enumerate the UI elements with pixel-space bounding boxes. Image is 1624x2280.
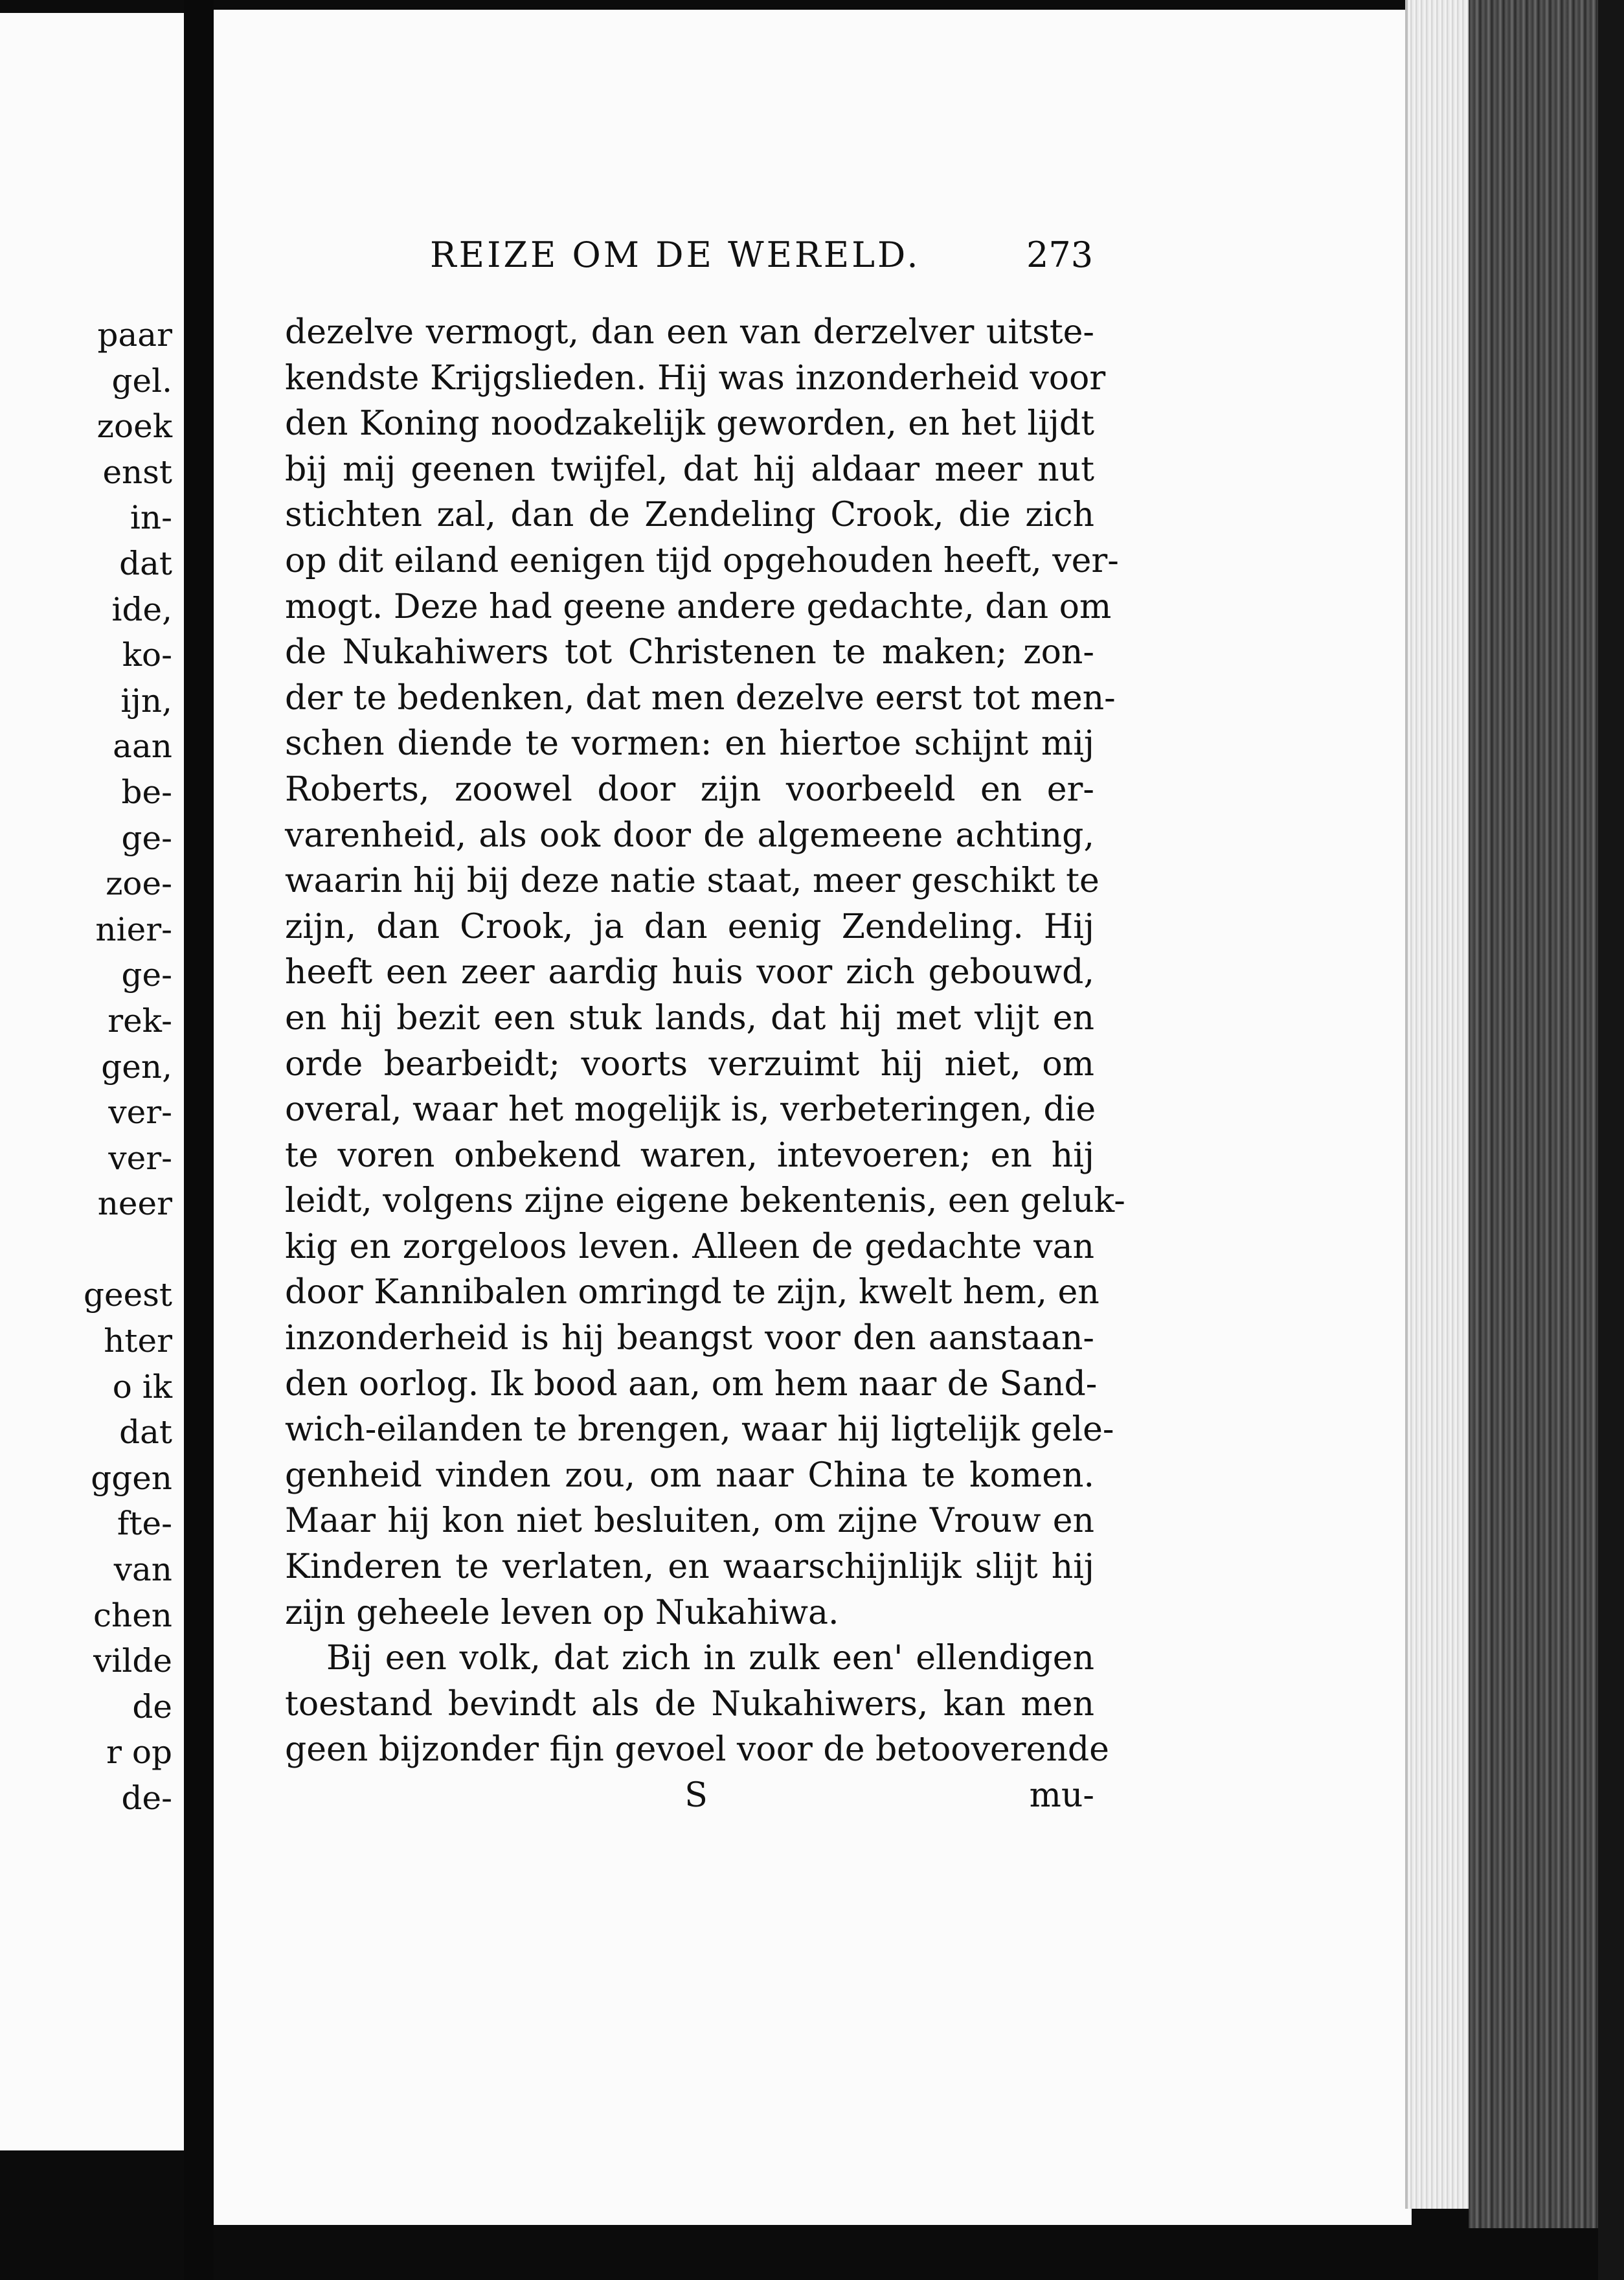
left-page-text [84, 312, 172, 1821]
text-line: zijn geheele leven op Nukahiwa. [285, 1593, 839, 1632]
text-line: en hij bezit een stuk lands, dat hij met vlijt en [285, 998, 1094, 1038]
left-page-line: geest [84, 1276, 172, 1314]
scan-border [1598, 0, 1624, 2280]
left-page-line: chen [93, 1596, 172, 1634]
text-line: bij mij geenen twijfel, dat hij aldaar meer nut [285, 450, 1094, 489]
text-line: dezelve vermogt, dan een van derzelver uitste- [285, 313, 1094, 352]
left-page-line: vilde [93, 1642, 172, 1680]
left-page-line: ver- [108, 1093, 172, 1132]
page-footer [285, 1776, 1094, 1821]
left-page-fragment [0, 13, 184, 2150]
text-line: Roberts, zoowel door zijn voorbeeld en er- [285, 770, 1094, 809]
left-page-line: in- [130, 499, 172, 537]
text-line: Kinderen te verlaten, en waarschijnlijk slijt hij [285, 1547, 1094, 1587]
text-line: stichten zal, dan de Zendeling Crook, die zich [285, 496, 1094, 535]
left-page-line: ko- [122, 636, 172, 674]
text-line: geen bijzonder fijn gevoel voor de betooverende [285, 1730, 1109, 1770]
left-page-line: rek- [107, 1001, 172, 1040]
left-page-line: de [132, 1687, 172, 1726]
text-line: overal, waar het mogelijk is, verbeteringen, die [285, 1090, 1096, 1130]
text-line: Maar hij kon niet besluiten, om zijne Vrouw en [285, 1501, 1094, 1541]
page-edges [1405, 0, 1472, 2209]
left-page-line: gen, [101, 1047, 172, 1086]
text-line: genheid vinden zou, om naar China te komen. [285, 1455, 1094, 1495]
left-page-line: zoe- [106, 865, 172, 903]
left-page-line: ver- [108, 1139, 172, 1177]
text-line: varenheid, als ook door de algemeene achting, [285, 815, 1094, 855]
text-line: den oorlog. Ik bood aan, om hem naar de Sand- [285, 1364, 1098, 1404]
text-line: de Nukahiwers tot Christenen te maken; zon- [285, 633, 1094, 672]
text-line: den Koning noodzakelijk geworden, en het lijdt [285, 404, 1094, 444]
left-page-line: van [113, 1551, 172, 1589]
page-number: 273 [1026, 234, 1094, 275]
left-page-line: zoek [96, 407, 172, 446]
left-page-line: de- [121, 1779, 172, 1817]
left-page-line: be- [121, 773, 172, 811]
text-line: mogt. Deze had geene andere gedachte, dan om [285, 587, 1112, 626]
left-page-line: ge- [121, 956, 172, 994]
text-line: orde bearbeidt; voorts verzuimt hij niet, om [285, 1044, 1094, 1084]
left-page-line: hter [104, 1322, 172, 1360]
left-page-line: ijn, [120, 681, 172, 720]
left-page-line: o ik [112, 1367, 172, 1406]
text-line: leidt, volgens zijne eigene bekentenis, een geluk- [285, 1181, 1125, 1221]
text-line: zijn, dan Crook, ja dan eenig Zendeling. Hij [285, 907, 1094, 946]
left-page-line: fte- [117, 1505, 172, 1543]
left-page-line: ggen [91, 1459, 172, 1497]
left-page-line: dat [119, 544, 172, 582]
left-page-line: dat [119, 1413, 172, 1452]
left-page-line: nier- [95, 910, 172, 948]
text-line: toestand bevindt als de Nukahiwers, kan men [285, 1684, 1094, 1724]
text-line: op dit eiland eenigen tijd opgehouden heeft, ver- [285, 541, 1119, 580]
text-line: wich-eilanden te brengen, waar hij ligtelijk gele- [285, 1410, 1114, 1450]
catchword: mu- [1029, 1776, 1094, 1815]
left-page-line: ge- [121, 819, 172, 857]
book-gutter [184, 0, 214, 2280]
signature-mark: S [684, 1776, 708, 1815]
left-page-line: enst [102, 453, 172, 491]
text-line: der te bedenken, dat men dezelve eerst tot men- [285, 678, 1116, 718]
left-page-line [84, 1227, 172, 1273]
running-title: REIZE OM DE WERELD. [430, 234, 921, 275]
body-text [285, 310, 1125, 1773]
left-page-line: gel. [111, 361, 172, 400]
text-line: te voren onbekend waren, intevoeren; en hij [285, 1135, 1094, 1175]
text-line: kig en zorgeloos leven. Alleen de gedachte van [285, 1227, 1094, 1266]
text-line: inzonderheid is hij beangst voor den aanstaan- [285, 1319, 1094, 1358]
book-cover-edge [1469, 0, 1598, 2228]
left-page-line: aan [113, 727, 172, 766]
text-line: schen diende te vormen: en hiertoe schijnt mij [285, 724, 1094, 764]
text-line: Bij een volk, dat zich in zulk een' ellendigen [326, 1639, 1094, 1678]
text-line: heeft een zeer aardig huis voor zich gebouwd, [285, 953, 1094, 992]
left-page-line: paar [97, 316, 172, 354]
text-line: door Kannibalen omringd te zijn, kwelt hem, en [285, 1273, 1100, 1312]
text-line: waarin hij bij deze natie staat, meer geschikt te [285, 861, 1100, 901]
left-page-line: r op [106, 1733, 172, 1772]
left-page-line: neer [97, 1185, 172, 1223]
left-page-line: ide, [111, 590, 172, 628]
text-line: kendste Krijgslieden. Hij was inzonderheid voor [285, 358, 1106, 398]
